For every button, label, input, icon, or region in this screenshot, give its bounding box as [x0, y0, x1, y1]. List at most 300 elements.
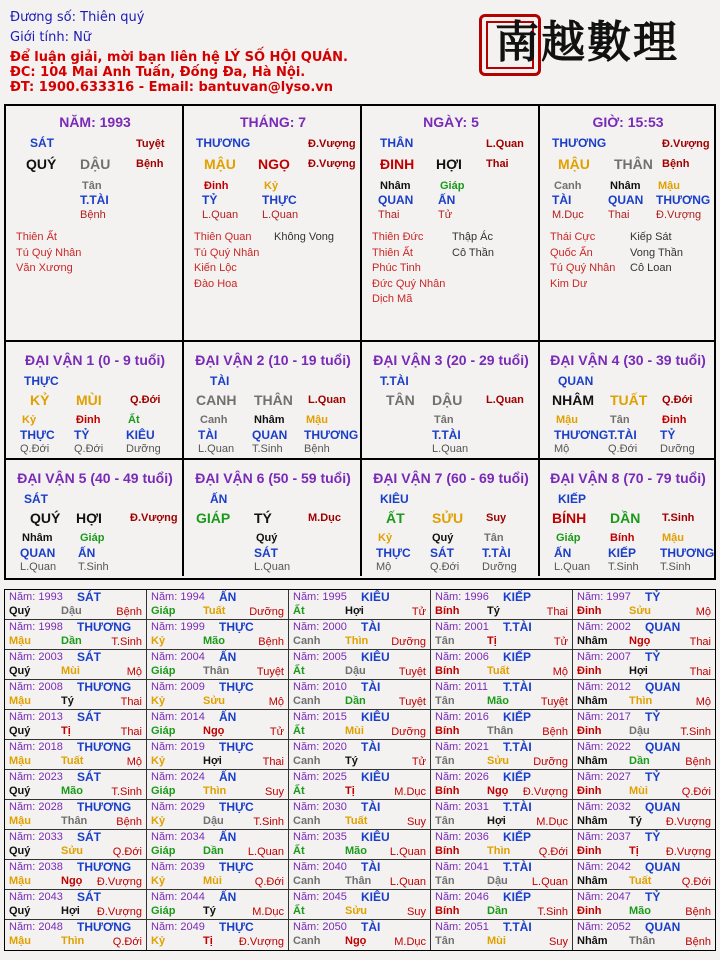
hidden-state: M.Dục — [552, 209, 584, 221]
year-state: Bệnh — [685, 756, 711, 768]
dai-van-stem: KỶ — [30, 392, 50, 408]
year-ten-god: THƯƠNG — [77, 860, 132, 874]
year-ten-god: THƯƠNG — [77, 920, 132, 934]
year-stem: Giáp — [151, 665, 176, 677]
year-stem: Giáp — [151, 845, 176, 857]
star-item: Tú Quý Nhân — [194, 246, 260, 259]
year-label: Năm: 2048 — [9, 921, 63, 933]
year-stem: Nhâm — [577, 815, 608, 827]
year-ten-god: SÁT — [77, 890, 101, 904]
year-branch: Dậu — [629, 725, 650, 737]
hidden-stem: Kỷ — [264, 180, 279, 192]
star-item: Tú Quý Nhân — [550, 262, 616, 274]
year-cell — [147, 770, 289, 800]
dai-van-hidden-state: T.Sinh — [78, 561, 109, 573]
year-stem: Kỷ — [151, 635, 166, 647]
dai-van-cell — [184, 342, 362, 460]
dai-van-hidden-state: T.Sinh — [252, 443, 283, 455]
dai-van-state: Q.Đới — [662, 394, 693, 406]
year-label: Năm: 1998 — [9, 621, 63, 633]
year-state: Q.Đới — [112, 846, 142, 858]
year-state: L.Quan — [389, 846, 426, 858]
year-stem: Kỷ — [151, 935, 166, 947]
year-label: Năm: 2023 — [9, 771, 63, 783]
year-ten-god: TỶ — [645, 890, 661, 904]
year-ten-god: T.TÀI — [503, 920, 532, 934]
year-state: L.Quan — [247, 846, 284, 858]
year-branch: Mão — [629, 905, 651, 917]
year-label: Năm: 2046 — [435, 891, 489, 903]
year-stem: Ất — [293, 785, 305, 797]
star-item: Kiếp Sát — [630, 231, 672, 243]
year-label: Năm: 2049 — [151, 921, 205, 933]
year-ten-god: T.TÀI — [503, 740, 532, 754]
year-cell — [573, 710, 715, 740]
dai-van-hidden-stem: Bính — [610, 532, 635, 544]
year-state: M.Dục — [394, 936, 426, 948]
year-branch: Mùi — [345, 725, 364, 737]
year-stem: Quý — [9, 905, 31, 917]
year-stem: Bính — [435, 785, 460, 797]
dai-van-ten-god: KIÊU — [380, 492, 409, 506]
year-branch: Mão — [345, 845, 367, 857]
dai-van-hidden-state: Bệnh — [304, 443, 330, 455]
year-branch: Hợi — [487, 815, 506, 827]
year-state: Q.Đới — [112, 936, 142, 948]
hidden-ten-god: THƯƠNG — [656, 193, 711, 207]
year-state: Dưỡng — [249, 606, 284, 618]
year-cell — [573, 590, 715, 620]
year-state: Mộ — [126, 666, 142, 678]
year-cell — [573, 920, 715, 950]
dai-van-hidden-stem: Quý — [432, 532, 454, 544]
year-stem: Đinh — [577, 605, 602, 617]
hidden-state: Đ.Vượng — [656, 209, 702, 221]
year-cell — [289, 710, 431, 740]
dai-van-hidden-stem: Mậu — [306, 414, 328, 426]
year-stem: Quý — [9, 665, 31, 677]
year-ten-god: THƯƠNG — [77, 740, 132, 754]
star-list-right — [452, 230, 494, 261]
contact-line: Để luận giải, mời bạn liên hệ LÝ SỐ HỘI QUÁN. — [10, 50, 348, 65]
star-list-right — [630, 230, 683, 277]
pillar-cell — [540, 106, 716, 342]
dai-van-branch: HỢI — [76, 510, 102, 526]
year-label: Năm: 2015 — [293, 711, 347, 723]
year-ten-god: TÀI — [361, 920, 381, 934]
dai-van-hidden-state: L.Quan — [198, 443, 235, 455]
pillar-cell — [6, 106, 184, 342]
year-cell — [147, 740, 289, 770]
year-stem: Quý — [9, 605, 31, 617]
year-stem: Canh — [293, 815, 321, 827]
year-cell — [5, 800, 147, 830]
year-label: Năm: 2000 — [293, 621, 347, 633]
year-label: Năm: 2047 — [577, 891, 631, 903]
dai-van-hidden-god: KIÊU — [126, 428, 155, 442]
year-label: Năm: 1999 — [151, 621, 205, 633]
year-stem: Bính — [435, 725, 460, 737]
year-label: Năm: 2012 — [577, 681, 631, 693]
star-item: Thiên Đức — [372, 231, 424, 243]
year-label: Năm: 2033 — [9, 831, 63, 843]
year-state: L.Quan — [531, 876, 568, 888]
year-cell — [573, 800, 715, 830]
year-cell — [289, 920, 431, 950]
star-item: Kim Dư — [550, 277, 588, 290]
hidden-state: L.Quan — [202, 209, 239, 221]
year-branch: Ngọ — [61, 875, 83, 887]
year-stem: Quý — [9, 845, 31, 857]
year-branch: Sửu — [61, 845, 84, 857]
dai-van-hidden-god: THỰC — [20, 428, 55, 442]
pillar-state-top: L.Quan — [486, 138, 524, 150]
year-ten-god: THỰC — [219, 680, 254, 694]
year-cell — [147, 890, 289, 920]
dai-van-branch: DẦN — [610, 510, 641, 526]
year-label: Năm: 2013 — [9, 711, 63, 723]
year-branch: Tý — [345, 755, 358, 767]
four-pillars-grid — [4, 104, 716, 580]
year-stem: Nhâm — [577, 755, 608, 767]
year-label: Năm: 2043 — [9, 891, 63, 903]
pillar-stem: MẬU — [204, 156, 236, 172]
hidden-stem: Giáp — [440, 180, 465, 192]
dai-van-cell — [540, 342, 716, 460]
year-state: Tử — [553, 636, 568, 648]
dai-van-branch: MÙI — [76, 392, 102, 408]
pillar-state-top: Đ.Vượng — [662, 138, 710, 150]
star-item: Thiên Ất — [16, 231, 57, 243]
year-branch: Dần — [345, 695, 366, 707]
year-stem: Canh — [293, 875, 321, 887]
year-ten-god: KIẾP — [503, 650, 532, 664]
year-stem: Đinh — [577, 665, 602, 677]
year-cell — [431, 890, 573, 920]
year-branch: Thân — [203, 665, 230, 677]
dai-van-state: Suy — [486, 512, 507, 524]
year-cell — [147, 920, 289, 950]
pillar-state-top: Tuyệt — [136, 138, 165, 150]
year-ten-god: THƯƠNG — [77, 800, 132, 814]
dai-van-hidden-stem: Tân — [610, 414, 630, 426]
year-label: Năm: 2005 — [293, 651, 347, 663]
dai-van-hidden-stem: Kỷ — [378, 532, 393, 544]
year-label: Năm: 2030 — [293, 801, 347, 813]
year-label: Năm: 2025 — [293, 771, 347, 783]
pillar-state: Bệnh — [136, 158, 164, 170]
star-item: Kiến Lộc — [194, 262, 237, 274]
year-cell — [431, 680, 573, 710]
hidden-ten-god: ẤN — [438, 193, 456, 207]
year-cell — [5, 620, 147, 650]
year-cell — [573, 740, 715, 770]
pillar-title: NGÀY: 5 — [423, 114, 479, 130]
year-cell — [573, 770, 715, 800]
year-branch: Hợi — [345, 605, 364, 617]
year-label: Năm: 2010 — [293, 681, 347, 693]
star-item: Cô Thần — [452, 246, 494, 259]
star-list-left — [550, 230, 615, 292]
hidden-stem: Tân — [82, 180, 102, 192]
owner-name: Đương số: Thiên quý — [10, 10, 145, 25]
hidden-state: L.Quan — [262, 209, 299, 221]
dai-van-hidden-state: L.Quan — [254, 561, 291, 573]
year-state: T.Sinh — [253, 816, 284, 828]
year-label: Năm: 2027 — [577, 771, 631, 783]
year-stem: Nhâm — [577, 695, 608, 707]
dai-van-hidden-stem: Tân — [434, 414, 454, 426]
year-label: Năm: 2017 — [577, 711, 631, 723]
year-state: Thai — [262, 756, 284, 768]
year-state: M.Dục — [252, 906, 284, 918]
star-list-left — [372, 230, 445, 308]
year-state: Dưỡng — [533, 756, 568, 768]
star-item: Tú Quý Nhân — [16, 246, 82, 259]
year-label: Năm: 2011 — [435, 681, 488, 693]
star-item: Quốc Ấn — [550, 246, 593, 259]
year-stem: Giáp — [151, 725, 176, 737]
dai-van-hidden-state: L.Quan — [20, 561, 57, 573]
year-stem: Đinh — [577, 785, 602, 797]
year-branch: Sửu — [203, 695, 226, 707]
dai-van-state: Q.Đới — [130, 394, 161, 406]
year-state: Mộ — [552, 666, 568, 678]
hidden-ten-god: THỰC — [262, 193, 297, 207]
year-ten-god: TÀI — [361, 620, 381, 634]
dai-van-stem: ẤT — [386, 510, 405, 526]
year-cell — [289, 680, 431, 710]
dai-van-branch: DẬU — [432, 392, 463, 408]
year-label: Năm: 2040 — [293, 861, 347, 873]
year-stem: Nhâm — [577, 635, 608, 647]
year-cell — [431, 710, 573, 740]
year-label: Năm: 2052 — [577, 921, 631, 933]
year-branch: Thân — [629, 935, 656, 947]
year-cell — [289, 590, 431, 620]
year-label: Năm: 2042 — [577, 861, 631, 873]
dai-van-hidden-state: Q.Đới — [608, 443, 638, 455]
star-item: Thập Ác — [452, 231, 493, 243]
hidden-stem: Mậu — [658, 180, 680, 192]
dai-van-hidden-stem: Giáp — [556, 532, 581, 544]
year-cell — [289, 770, 431, 800]
year-label: Năm: 2024 — [151, 771, 205, 783]
year-stem: Giáp — [151, 605, 176, 617]
year-ten-god: QUAN — [645, 680, 681, 694]
year-branch: Mùi — [61, 665, 80, 677]
year-label: Năm: 2044 — [151, 891, 205, 903]
year-branch: Mão — [61, 785, 83, 797]
year-ten-god: TỶ — [645, 590, 661, 604]
hidden-stem: Nhâm — [610, 180, 641, 192]
year-branch: Sửu — [345, 905, 368, 917]
star-item: Đào Hoa — [194, 277, 238, 290]
year-branch: Sửu — [487, 755, 510, 767]
dai-van-hidden-state: Q.Đới — [74, 443, 104, 455]
year-cell — [573, 620, 715, 650]
year-ten-god: QUAN — [645, 920, 681, 934]
dai-van-title: ĐẠI VẬN 2 (10 - 19 tuổi) — [195, 352, 351, 368]
hidden-ten-god: T.TÀI — [80, 193, 109, 207]
dai-van-state: T.Sinh — [662, 512, 695, 524]
dai-van-hidden-state: L.Quan — [554, 561, 591, 573]
star-item: Vong Thần — [630, 246, 684, 259]
year-ten-god: SÁT — [77, 770, 101, 784]
year-state: Bệnh — [258, 636, 284, 648]
year-branch: Tị — [487, 635, 497, 647]
year-branch: Sửu — [629, 605, 652, 617]
pillar-branch: DẬU — [80, 156, 111, 172]
year-state: Tử — [269, 726, 284, 738]
year-branch: Hợi — [61, 905, 80, 917]
year-branch: Thân — [487, 725, 514, 737]
year-stem: Kỷ — [151, 695, 166, 707]
dai-van-cell — [6, 460, 184, 576]
dai-van-state: L.Quan — [308, 394, 346, 406]
year-ten-god: T.TÀI — [503, 680, 532, 694]
year-state: Thai — [689, 636, 711, 648]
year-label: Năm: 2008 — [9, 681, 63, 693]
dai-van-hidden-god: QUAN — [20, 546, 56, 560]
year-stem: Tân — [435, 755, 455, 767]
dai-van-hidden-god: SÁT — [254, 546, 278, 560]
year-label: Năm: 1993 — [9, 591, 63, 603]
year-state: Thai — [689, 666, 711, 678]
year-branch: Tuất — [345, 815, 368, 827]
year-branch: Dậu — [203, 815, 224, 827]
year-state: Tuyệt — [256, 666, 284, 678]
year-cell — [289, 740, 431, 770]
year-state: Bệnh — [116, 606, 142, 618]
year-ten-god: KIÊU — [361, 590, 390, 604]
dai-van-hidden-god: THỰC — [376, 546, 411, 560]
pillar-ten-god: THƯƠNG — [552, 136, 607, 150]
year-stem: Mậu — [9, 635, 31, 647]
year-state: Q.Đới — [254, 876, 284, 888]
year-stem: Mậu — [9, 875, 31, 887]
year-ten-god: KIÊU — [361, 770, 390, 784]
year-branch: Tị — [203, 935, 213, 947]
dai-van-hidden-stem: Kỷ — [22, 414, 37, 426]
dai-van-ten-god: SÁT — [24, 492, 48, 506]
year-ten-god: SÁT — [77, 830, 101, 844]
star-item: Cô Loan — [630, 262, 672, 274]
hidden-state: Bệnh — [80, 209, 106, 221]
dai-van-hidden-state: Dưỡng — [126, 443, 161, 455]
year-branch: Tý — [629, 815, 642, 827]
dai-van-hidden-stem: Mậu — [662, 532, 684, 544]
dai-van-ten-god: KIẾP — [558, 492, 587, 506]
year-branch: Tý — [61, 695, 74, 707]
year-stem: Bính — [435, 605, 460, 617]
year-state: Đ.Vượng — [238, 936, 284, 948]
dai-van-hidden-stem: Nhâm — [254, 414, 285, 426]
star-item: Đức Quý Nhân — [372, 277, 446, 290]
hidden-state: Thai — [608, 209, 630, 221]
year-branch: Thân — [61, 815, 88, 827]
year-stem: Bính — [435, 845, 460, 857]
pillar-stem: ĐINH — [380, 156, 415, 172]
year-cell — [147, 710, 289, 740]
year-stem: Đinh — [577, 725, 602, 737]
pillar-cell — [362, 106, 540, 342]
year-state: Tử — [411, 606, 426, 618]
dai-van-title: ĐẠI VẬN 5 (40 - 49 tuổi) — [17, 470, 173, 486]
year-state: L.Quan — [389, 876, 426, 888]
year-ten-god: QUAN — [645, 740, 681, 754]
year-branch: Hợi — [629, 665, 648, 677]
dai-van-state: Đ.Vượng — [130, 512, 178, 524]
year-stem: Canh — [293, 635, 321, 647]
year-label: Năm: 1994 — [151, 591, 205, 603]
year-label: Năm: 2003 — [9, 651, 63, 663]
dai-van-hidden-state: Q.Đới — [430, 561, 460, 573]
year-branch: Thìn — [345, 635, 369, 647]
dai-van-stem: NHÂM — [552, 392, 594, 408]
pillar-ten-god: SÁT — [30, 136, 54, 150]
year-label: Năm: 1997 — [577, 591, 631, 603]
dai-van-hidden-god: T.TÀI — [432, 428, 461, 442]
dai-van-hidden-god: THƯƠNG — [554, 428, 609, 442]
dai-van-hidden-state: Dưỡng — [660, 443, 695, 455]
dai-van-hidden-stem: Ất — [128, 414, 140, 426]
dai-van-cell — [184, 460, 362, 576]
year-branch: Tuất — [487, 665, 510, 677]
year-label: Năm: 2034 — [151, 831, 205, 843]
dai-van-hidden-stem: Tân — [484, 532, 504, 544]
year-state: Mộ — [695, 606, 711, 618]
year-ten-god: THỰC — [219, 860, 254, 874]
year-ten-god: QUAN — [645, 620, 681, 634]
year-branch: Tuất — [203, 605, 226, 617]
year-cell — [573, 680, 715, 710]
year-branch: Hợi — [203, 755, 222, 767]
star-item: Không Vong — [274, 231, 334, 243]
year-stem: Ất — [293, 905, 305, 917]
year-ten-god: THỰC — [219, 620, 254, 634]
dai-van-ten-god: ẤN — [210, 492, 228, 506]
year-cell — [431, 620, 573, 650]
year-ten-god: TỶ — [645, 710, 661, 724]
hidden-ten-god: QUAN — [378, 193, 414, 207]
year-label: Năm: 2004 — [151, 651, 205, 663]
dai-van-title: ĐẠI VẬN 3 (20 - 29 tuổi) — [373, 352, 529, 368]
dai-van-hidden-god: TỶ — [660, 428, 676, 442]
year-ten-god: ẤN — [219, 590, 237, 604]
year-cell — [289, 830, 431, 860]
pillar-stem: QUÝ — [26, 156, 57, 172]
year-stem: Ất — [293, 605, 305, 617]
year-ten-god: T.TÀI — [503, 860, 532, 874]
year-ten-god: KIẾP — [503, 710, 532, 724]
year-branch: Thìn — [629, 695, 653, 707]
year-branch: Dần — [487, 905, 508, 917]
year-state: Mộ — [268, 696, 284, 708]
year-state: M.Dục — [536, 816, 568, 828]
year-stem: Ất — [293, 845, 305, 857]
year-ten-god: KIẾP — [503, 770, 532, 784]
dai-van-cell — [6, 342, 184, 460]
year-cell — [573, 830, 715, 860]
year-state: Suy — [407, 906, 426, 918]
year-state: Tử — [411, 756, 426, 768]
year-cell — [289, 800, 431, 830]
year-stem: Bính — [435, 905, 460, 917]
dai-van-hidden-god: QUAN — [252, 428, 288, 442]
year-cell — [147, 650, 289, 680]
dai-van-hidden-stem: Nhâm — [22, 532, 53, 544]
